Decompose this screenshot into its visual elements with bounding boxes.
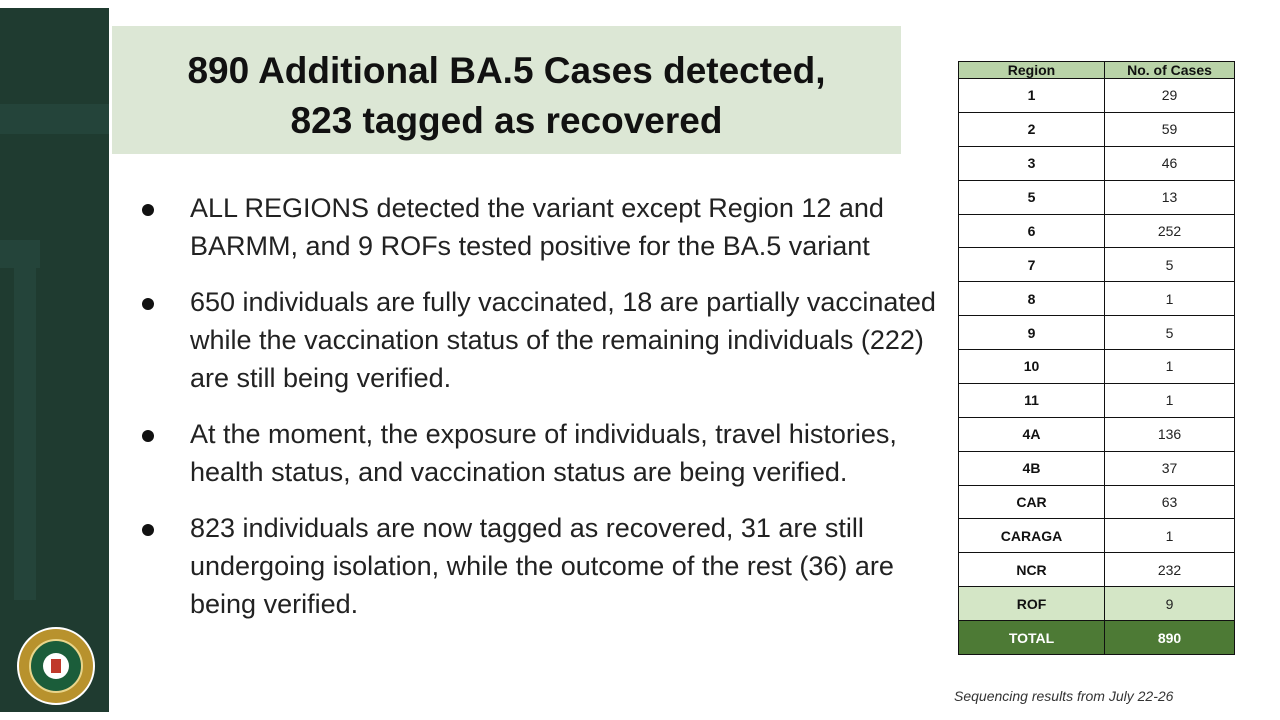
table-row — [959, 587, 1235, 621]
cases-cell: 1 — [1105, 519, 1235, 553]
region-cell: 8 — [959, 282, 1105, 316]
table-row — [959, 519, 1235, 553]
region-cell: 4B — [959, 451, 1105, 485]
cases-cell: 29 — [1105, 79, 1235, 113]
table-total-row — [959, 621, 1235, 655]
cases-cell: 1 — [1105, 350, 1235, 384]
bullet-item — [140, 415, 940, 491]
region-cell: TOTAL — [959, 621, 1105, 655]
cases-cell: 5 — [1105, 316, 1235, 350]
region-cell: 4A — [959, 417, 1105, 451]
slide-title — [112, 46, 901, 146]
region-cell: ROF — [959, 587, 1105, 621]
bullet-text: At the moment, the exposure of individuals, travel histories, health status, and vaccination status are being verified. — [190, 419, 897, 487]
table-row — [959, 485, 1235, 519]
column-header-cases: No. of Cases — [1105, 62, 1235, 79]
bullet-text: 650 individuals are fully vaccinated, 18 are partially vaccinated while the vaccination status of the remaining individuals (222) are still being verified. — [190, 287, 936, 393]
column-header-region: Region — [959, 62, 1105, 79]
table-row — [959, 451, 1235, 485]
cases-cell: 13 — [1105, 180, 1235, 214]
bullet-dot-icon — [142, 204, 154, 216]
region-cell: 1 — [959, 79, 1105, 113]
region-cell: 11 — [959, 383, 1105, 417]
bullet-list — [140, 189, 940, 641]
table-row — [959, 248, 1235, 282]
cases-cell: 59 — [1105, 112, 1235, 146]
cases-cell: 63 — [1105, 485, 1235, 519]
table-row — [959, 553, 1235, 587]
bullet-text: 823 individuals are now tagged as recovered, 31 are still undergoing isolation, while the outcome of the rest (36) are being verified. — [190, 513, 894, 619]
table-row — [959, 112, 1235, 146]
region-cell: 7 — [959, 248, 1105, 282]
cases-cell: 9 — [1105, 587, 1235, 621]
title-box — [112, 26, 901, 154]
cases-cell: 37 — [1105, 451, 1235, 485]
region-cell: 2 — [959, 112, 1105, 146]
cases-cell: 136 — [1105, 417, 1235, 451]
bullet-item — [140, 283, 940, 397]
bullet-dot-icon — [142, 298, 154, 310]
table-row — [959, 383, 1235, 417]
table-row — [959, 350, 1235, 384]
cases-cell: 890 — [1105, 621, 1235, 655]
region-cell: 5 — [959, 180, 1105, 214]
table-header-row — [959, 62, 1235, 79]
table-row — [959, 282, 1235, 316]
table-row — [959, 417, 1235, 451]
region-cell: 3 — [959, 146, 1105, 180]
sidebar-stripe — [0, 104, 109, 134]
table-body — [959, 79, 1235, 655]
bullet-text: ALL REGIONS detected the variant except Region 12 and BARMM, and 9 ROFs tested positive for the BA.5 variant — [190, 193, 884, 261]
region-cell: 10 — [959, 350, 1105, 384]
region-cell: CARAGA — [959, 519, 1105, 553]
title-line: 890 Additional BA.5 Cases detected, — [187, 50, 826, 91]
region-cell: NCR — [959, 553, 1105, 587]
sidebar-stripe — [14, 240, 36, 600]
table-row — [959, 180, 1235, 214]
bullet-dot-icon — [142, 430, 154, 442]
region-cell: 9 — [959, 316, 1105, 350]
region-cell: CAR — [959, 485, 1105, 519]
cases-cell: 1 — [1105, 383, 1235, 417]
bullet-item — [140, 189, 940, 265]
sidebar-decoration — [0, 8, 109, 712]
cases-cell: 5 — [1105, 248, 1235, 282]
department-of-health-seal-icon — [17, 627, 95, 705]
bullet-item — [140, 509, 940, 623]
cases-cell: 232 — [1105, 553, 1235, 587]
cases-cell: 252 — [1105, 214, 1235, 248]
sequencing-caption: Sequencing results from July 22-26 — [954, 688, 1174, 704]
region-cell: 6 — [959, 214, 1105, 248]
cases-by-region-table — [958, 61, 1235, 655]
table-row — [959, 146, 1235, 180]
bullet-dot-icon — [142, 524, 154, 536]
title-line: 823 tagged as recovered — [290, 100, 723, 141]
cases-cell: 46 — [1105, 146, 1235, 180]
table-row — [959, 79, 1235, 113]
cases-cell: 1 — [1105, 282, 1235, 316]
table-row — [959, 214, 1235, 248]
table-row — [959, 316, 1235, 350]
